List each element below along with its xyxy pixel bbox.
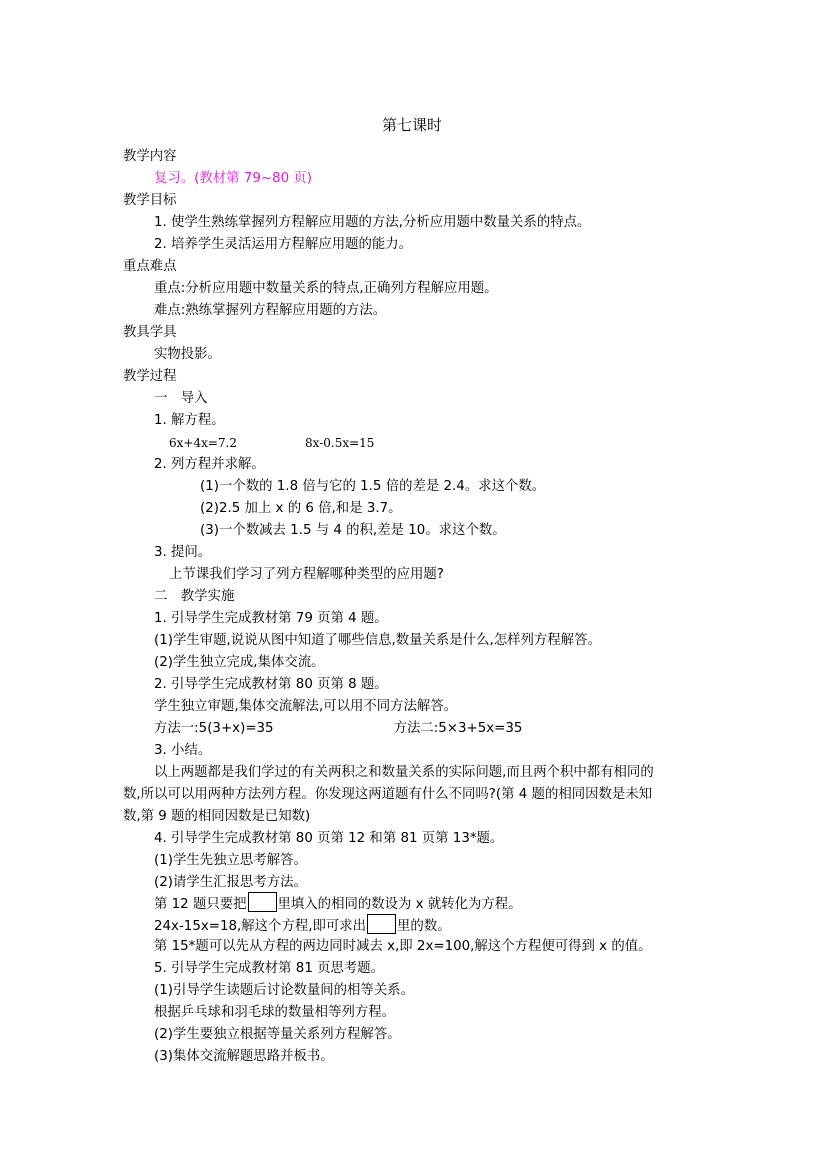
- content-text: 复习。(教材第 79~80 页): [154, 171, 312, 186]
- body-line: 第 15*题可以先从方程的两边同时减去 x,即 2x=100,解这个方程便可得到 x 的值。: [154, 939, 652, 954]
- body-line: 2. 引导学生完成教材第 80 页第 8 题。: [154, 677, 388, 692]
- methods-line: [154, 718, 522, 740]
- body-line: 4. 引导学生完成教材第 80 页第 12 和第 81 页第 13*题。: [154, 831, 504, 846]
- heading-key-points: 重点难点: [123, 259, 177, 274]
- body-line: (1)引导学生读题后讨论数量间的相等关系。: [154, 983, 414, 998]
- body-line: 数,第 9 题的相同因数是已知数): [123, 809, 311, 824]
- page-title: 第七课时: [382, 116, 443, 134]
- body-line: 5. 引导学生完成教材第 81 页思考题。: [154, 961, 385, 976]
- blank-box: [248, 892, 277, 912]
- body-line: 根据乒乓球和羽毛球的数量相等列方程。: [154, 1005, 396, 1020]
- body-line: (3)集体交流解题思路并板书。: [154, 1049, 334, 1064]
- text-segment: 24x-15x=18,解这个方程,即可求出: [154, 919, 367, 934]
- intro-item: 2. 列方程并求解。: [154, 457, 265, 472]
- body-line: (1)学生先独立思考解答。: [154, 853, 307, 868]
- sub-question: (1)一个数的 1.8 倍与它的 1.5 倍的差是 2.4。求这个数。: [200, 479, 546, 494]
- text-segment: 第 12 题只要把: [154, 897, 247, 912]
- heading-goals: 教学目标: [123, 193, 177, 208]
- question-text: 上节课我们学习了列方程解哪种类型的应用题?: [169, 567, 444, 582]
- body-line: (2)学生独立完成,集体交流。: [154, 655, 325, 670]
- body-line: 3. 小结。: [154, 743, 212, 758]
- body-line: 数,所以可以用两种方法列方程。你发现这两道题有什么不同吗?(第 4 题的相同因数是未知: [123, 787, 653, 802]
- key-point-item: 难点:熟练掌握列方程解应用题的方法。: [154, 303, 387, 318]
- sub-question: (3)一个数减去 1.5 与 4 的积,差是 10。求这个数。: [200, 523, 506, 538]
- body-line-with-box: [154, 914, 451, 938]
- blank-box: [367, 914, 396, 934]
- intro-item: 3. 提问。: [154, 545, 212, 560]
- equation: 8x-0.5x=15: [305, 436, 375, 450]
- method-two: 方法二:5×3+5x=35: [393, 721, 523, 736]
- goal-item: 1. 使学生熟练掌握列方程解应用题的方法,分析应用题中数量关系的特点。: [154, 215, 591, 230]
- goal-item: 2. 培养学生灵活运用方程解应用题的能力。: [154, 237, 413, 252]
- body-line: 以上两题都是我们学过的有关两积之和数量关系的实际问题,而且两个积中都有相同的: [154, 765, 654, 780]
- method-one: 方法一:5(3+x)=35: [154, 721, 274, 736]
- text-segment: 里填入的相同的数设为 x 就转化为方程。: [277, 897, 522, 912]
- section-heading-implementation: 二 教学实施: [154, 589, 235, 604]
- body-line: 1. 引导学生完成教材第 79 页第 4 题。: [154, 611, 388, 626]
- body-line: (2)学生要独立根据等量关系列方程解答。: [154, 1027, 401, 1042]
- heading-content: 教学内容: [123, 149, 177, 164]
- text-segment: 里的数。: [397, 919, 451, 934]
- body-line: 学生独立审题,集体交流解法,可以用不同方法解答。: [154, 699, 458, 714]
- body-line-with-box: [154, 892, 522, 916]
- heading-process: 教学过程: [123, 369, 177, 384]
- sub-question: (2)2.5 加上 x 的 6 倍,和是 3.7。: [200, 501, 402, 516]
- section-heading-intro: 一 导入: [154, 391, 208, 406]
- intro-item: 1. 解方程。: [154, 413, 225, 428]
- key-point-item: 重点:分析应用题中数量关系的特点,正确列方程解应用题。: [154, 281, 498, 296]
- tools-text: 实物投影。: [154, 347, 221, 362]
- body-line: (1)学生审题,说说从图中知道了哪些信息,数量关系是什么,怎样列方程解答。: [154, 633, 601, 648]
- body-line: (2)请学生汇报思考方法。: [154, 875, 307, 890]
- equation: 6x+4x=7.2: [169, 436, 237, 450]
- equation-line: [169, 432, 374, 454]
- heading-tools: 教具学具: [123, 325, 177, 340]
